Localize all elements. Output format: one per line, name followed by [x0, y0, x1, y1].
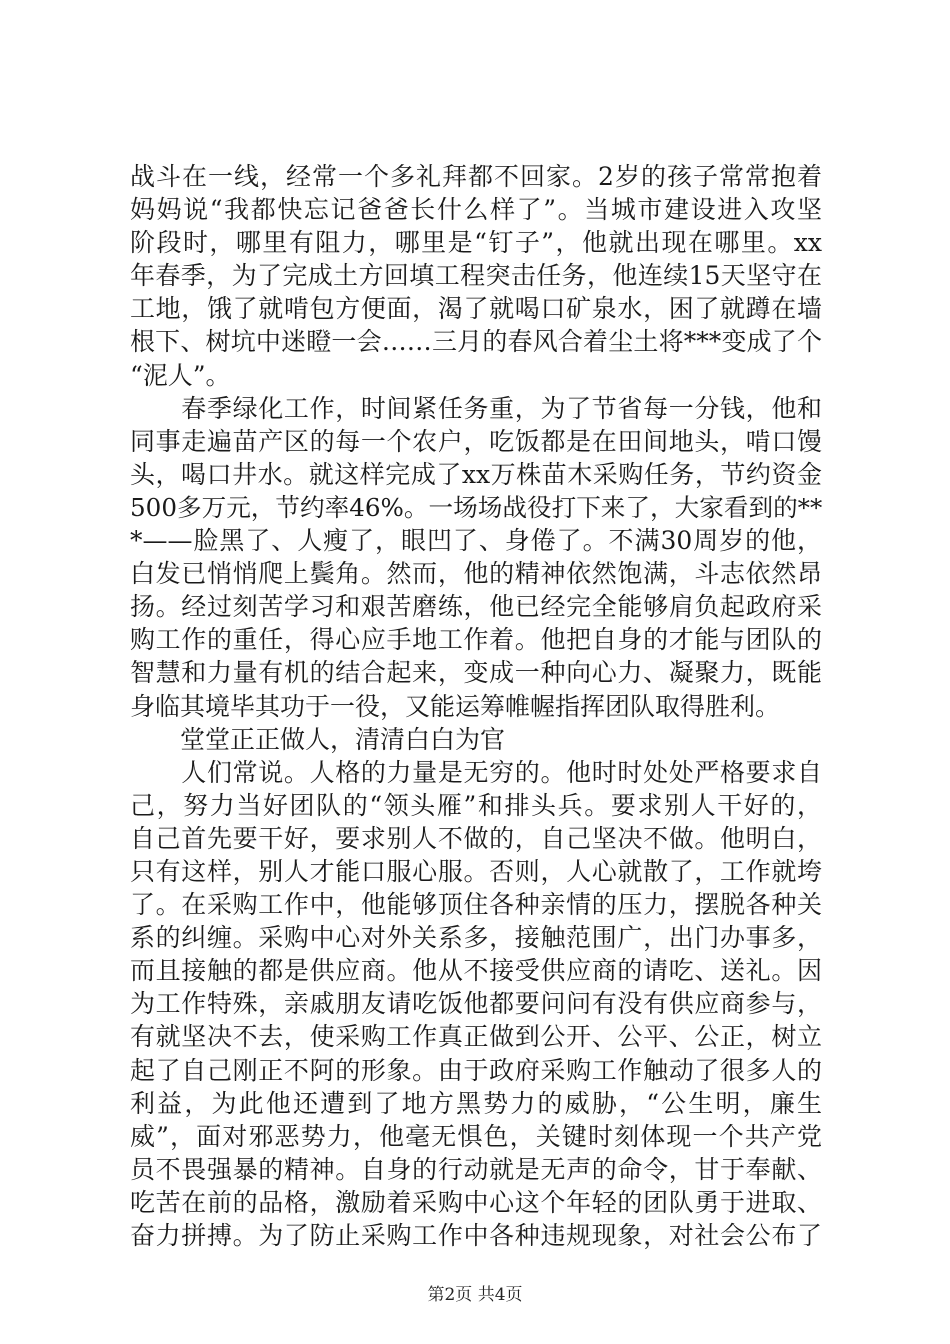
page-number-footer: 第2页 共4页 [427, 1285, 523, 1305]
text-line: 妈妈说“我都快忘记爸爸长什么样了”。当城市建设进入攻坚 [130, 195, 822, 225]
text-line: 身临其境毕其功于一役，又能运筹帷幄指挥团队取得胜利。 [130, 691, 781, 721]
text-line: 起了自己刚正不阿的形象。由于政府采购工作触动了很多人的 [130, 1055, 822, 1085]
text-line: 人们常说。人格的力量是无穷的。他时时处处严格要求自 [130, 757, 822, 787]
text-line: 奋力拼搏。为了防止采购工作中各种违规现象，对社会公布了 [130, 1221, 822, 1250]
text-line: 智慧和力量有机的结合起来，变成一种向心力、凝聚力，既能 [130, 658, 822, 688]
text-line: 了。在采购工作中，他能够顶住各种亲情的压力，摆脱各种关 [130, 890, 822, 920]
text-line: 自己首先要干好，要求别人不做的，自己坚决不做。他明白， [130, 823, 822, 853]
text-line: 同事走遍苗产区的每一个农户，吃饭都是在田间地头，啃口馒 [130, 426, 822, 456]
text-line: 扬。经过刻苦学习和艰苦磨练，他已经完全能够肩负起政府采 [130, 592, 822, 622]
text-line: 头，喝口井水。就这样完成了xx万株苗木采购任务，节约资金 [130, 459, 822, 489]
text-line: 威”，面对邪恶势力，他毫无惧色，关键时刻体现一个共产党 [130, 1121, 822, 1151]
text-line: 春季绿化工作，时间紧任务重，为了节省每一分钱，他和 [130, 393, 822, 423]
text-line: *——脸黑了、人瘦了，眼凹了、身倦了。不满30周岁的他， [130, 526, 822, 556]
text-line: 500多万元，节约率46%。一场场战役打下来了，大家看到的** [130, 492, 823, 522]
text-line: 工地，饿了就啃包方便面，渴了就喝口矿泉水，困了就蹲在墙 [130, 294, 822, 324]
text-line: 有就坚决不去，使采购工作真正做到公开、公平、公正，树立 [130, 1022, 822, 1052]
text-line: 只有这样，别人才能口服心服。否则，人心就散了，工作就垮 [130, 856, 822, 886]
text-line: 吃苦在前的品格，激励着采购中心这个年轻的团队勇于进取、 [130, 1187, 822, 1217]
text-line: 利益，为此他还遭到了地方黑势力的威胁，“公生明，廉生 [130, 1088, 822, 1118]
section-heading: 堂堂正正做人，清清白白为官 [130, 724, 506, 754]
text-line: 为工作特殊，亲戚朋友请吃饭他都要问问有没有供应商参与， [130, 989, 822, 1019]
text-line: 战斗在一线，经常一个多礼拜都不回家。2岁的孩子常常抱着 [130, 162, 822, 191]
text-line: 己，努力当好团队的“领头雁”和排头兵。要求别人干好的， [130, 790, 822, 820]
text-line: 系的纠缠。采购中心对外关系多，接触范围广，出门办事多， [130, 923, 822, 953]
text-line: 阶段时，哪里有阻力，哪里是“钉子”，他就出现在哪里。xx [130, 228, 822, 258]
text-line: 根下、树坑中迷瞪一会……三月的春风合着尘土将***变成了个 [130, 327, 822, 357]
text-line: 而且接触的都是供应商。他从不接受供应商的请吃、送礼。因 [130, 956, 822, 986]
text-line: “泥人”。 [130, 360, 231, 390]
text-line: 年春季，为了完成土方回填工程突击任务，他连续15天坚守在 [130, 261, 822, 291]
body-text [130, 160, 822, 1252]
text-line: 购工作的重任，得心应手地工作着。他把自身的才能与团队的 [130, 625, 822, 655]
text-line: 白发已悄悄爬上鬓角。然而，他的精神依然饱满，斗志依然昂 [130, 559, 822, 589]
text-line: 员不畏强暴的精神。自身的行动就是无声的命令，甘于奉献、 [130, 1154, 822, 1184]
